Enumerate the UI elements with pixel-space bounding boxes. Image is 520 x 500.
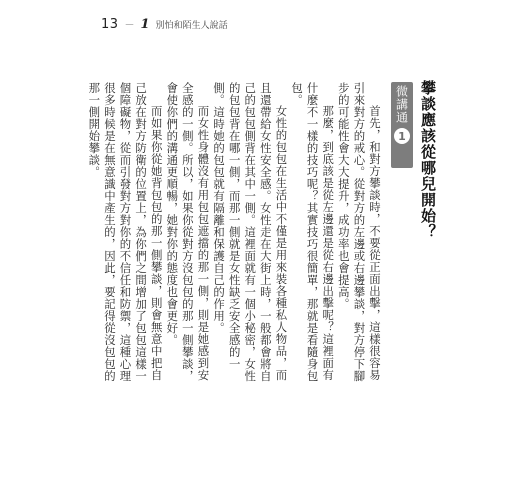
section-tag [391,82,413,168]
paragraph: 首先，和對方攀談時，不要從正面出擊，這樣很容易引來對方的戒心。從對方的左邊或右邊攀談，對方停下腳步的可能性會大大提升，成功率也會提高。 [336,82,382,382]
paragraph: 那麼，到底該是從左邊還是從右邊出擊呢？這裡面有什麼不一樣的技巧呢？其實技巧很簡單，那就是看隨身包包。 [290,82,336,382]
chapter-number: 1 [140,17,150,32]
book-title: 別怕和陌生人說話 [155,21,228,31]
header-separator: － [124,20,135,31]
paragraph: 而如果你從她背包包的那一側攀談，則會無意中把自己放在對方防衛的位置上，為你們之間增加了包包這樣一個障礙物，從而引發對方對你的不信任和防禦，這種心理很多時候是在無意識中產生的，因此，要記得從沒包包的那一側開始攀談。 [87,82,164,382]
running-header [101,16,228,34]
page-number: 13 [101,17,119,32]
section-tag-number: 1 [394,128,410,144]
paragraph: 而女性身體沒有用包包遮擋的那一側，則是她感到安全感的一側。所以，如果你從對方沒包包的那一側攀談，會使你們的溝通更順暢，她對你的態度也會更好。 [165,82,211,382]
body-text [87,82,382,382]
paragraph: 女性的包包在生活中不僅是用來裝各種私人物品，而且還帶給女性安全感。女性走在大街上時，一般都會將自己的包包側背在其中一側。這裡面就有一個小秘密，女性的包包背在哪一側，而那一側就是女性缺乏安全感的一側。這時她的包包就有隔離和保護自己的作用。 [212,82,289,382]
section-tag-label: 微講通 [394,85,409,124]
section-title: 攀談應該從哪兒開始？ [419,80,437,240]
